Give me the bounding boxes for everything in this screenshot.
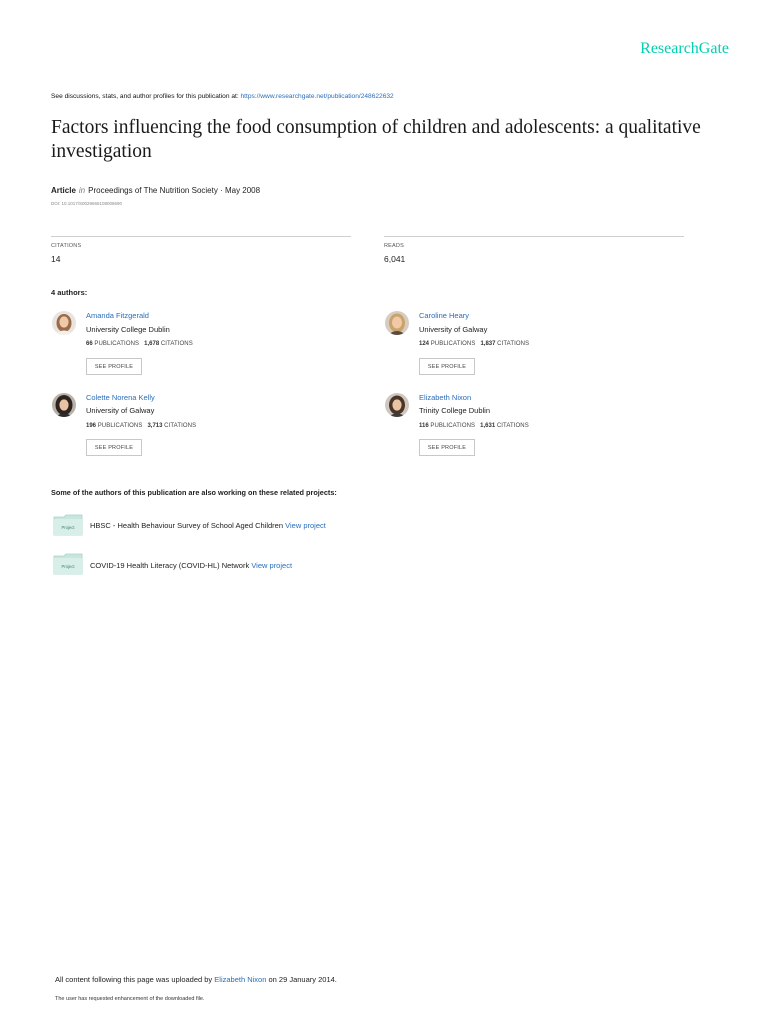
author-photo-icon bbox=[52, 393, 76, 417]
publications-label: PUBLICATIONS bbox=[430, 423, 476, 429]
uploader-link[interactable]: Elizabeth Nixon bbox=[214, 975, 267, 984]
author-name-link[interactable]: Colette Norena Kelly bbox=[86, 393, 155, 402]
see-profile-button[interactable]: SEE PROFILE bbox=[419, 439, 475, 456]
see-profile-button[interactable]: SEE PROFILE bbox=[419, 358, 475, 375]
journal-name: Proceedings of The Nutrition Society · May 2008 bbox=[88, 186, 261, 195]
avatar[interactable] bbox=[52, 393, 76, 417]
view-project-link[interactable]: View project bbox=[251, 561, 293, 570]
publications-label: PUBLICATIONS bbox=[94, 341, 140, 347]
author-citations-count: 1,631 bbox=[480, 423, 496, 429]
in-word: in bbox=[78, 186, 86, 195]
author-name-link[interactable]: Amanda Fitzgerald bbox=[86, 311, 149, 320]
upload-prefix: All content following this page was uploaded by bbox=[55, 975, 215, 984]
article-meta bbox=[51, 186, 260, 195]
publications-label: PUBLICATIONS bbox=[97, 423, 143, 429]
reads-label: READS bbox=[384, 243, 404, 249]
author-citations-count: 3,713 bbox=[147, 423, 163, 429]
publication-title: Factors influencing the food consumption of children and adolescents: a qualitative investigation bbox=[51, 117, 701, 162]
project-name: HBSC - Health Behaviour Survey of School Aged Children bbox=[90, 521, 284, 530]
publication-source-line bbox=[51, 93, 394, 100]
related-projects-label: Some of the authors of this publication are also working on these related projects: bbox=[51, 488, 337, 497]
avatar[interactable] bbox=[52, 311, 76, 335]
publication-url-link[interactable]: https://www.researchgate.net/publication/248622632 bbox=[240, 93, 394, 100]
author-citations-label: CITATIONS bbox=[160, 341, 193, 347]
project-item bbox=[90, 561, 292, 570]
enhancement-note: The user has requested enhancement of the downloaded file. bbox=[55, 996, 205, 1002]
see-profile-button[interactable]: SEE PROFILE bbox=[86, 439, 142, 456]
authors-label: 4 authors: bbox=[51, 288, 88, 297]
publications-count: 66 bbox=[86, 341, 93, 347]
avatar[interactable] bbox=[385, 393, 409, 417]
project-name: COVID-19 Health Literacy (COVID-HL) Network bbox=[90, 561, 250, 570]
author-citations-count: 1,837 bbox=[480, 341, 496, 347]
publications-count: 124 bbox=[419, 341, 430, 347]
see-profile-button[interactable]: SEE PROFILE bbox=[86, 358, 142, 375]
citations-divider bbox=[51, 236, 351, 237]
author-stats bbox=[86, 423, 196, 429]
project-folder-icon bbox=[53, 553, 83, 575]
researchgate-logo[interactable]: ResearchGate bbox=[640, 40, 729, 57]
author-institution: Trinity College Dublin bbox=[419, 406, 491, 415]
project-folder-icon bbox=[53, 514, 83, 536]
upload-info bbox=[55, 975, 337, 984]
publications-label: PUBLICATIONS bbox=[430, 341, 476, 347]
author-photo-icon bbox=[385, 393, 409, 417]
author-institution: University College Dublin bbox=[86, 325, 170, 334]
project-icon-label: Project bbox=[61, 525, 75, 530]
article-type: Article bbox=[51, 186, 76, 195]
project-item bbox=[90, 521, 326, 530]
author-stats bbox=[86, 341, 193, 347]
author-institution: University of Galway bbox=[419, 325, 488, 334]
author-stats bbox=[419, 423, 529, 429]
reads-divider bbox=[384, 236, 684, 237]
doi-text: DOI: 10.1017/S0029665108008690 bbox=[51, 201, 123, 206]
author-citations-label: CITATIONS bbox=[164, 423, 197, 429]
view-project-link[interactable]: View project bbox=[285, 521, 326, 530]
project-icon-label: Project bbox=[61, 564, 75, 569]
author-citations-label: CITATIONS bbox=[496, 423, 529, 429]
author-photo-icon bbox=[52, 311, 76, 335]
author-name-link[interactable]: Elizabeth Nixon bbox=[419, 393, 472, 402]
author-citations-label: CITATIONS bbox=[497, 341, 530, 347]
upload-suffix: on 29 January 2014. bbox=[266, 975, 337, 984]
citations-count: 14 bbox=[51, 254, 61, 264]
avatar[interactable] bbox=[385, 311, 409, 335]
citations-label: CITATIONS bbox=[51, 243, 82, 249]
publications-count: 196 bbox=[86, 423, 97, 429]
publications-count: 116 bbox=[419, 423, 429, 429]
reads-count: 6,041 bbox=[384, 254, 406, 264]
author-name-link[interactable]: Caroline Heary bbox=[419, 311, 470, 320]
author-institution: University of Galway bbox=[86, 406, 155, 415]
author-photo-icon bbox=[385, 311, 409, 335]
author-citations-count: 1,678 bbox=[144, 341, 160, 347]
author-stats bbox=[419, 341, 529, 347]
see-discussions-text: See discussions, stats, and author profiles for this publication at: bbox=[51, 93, 241, 100]
